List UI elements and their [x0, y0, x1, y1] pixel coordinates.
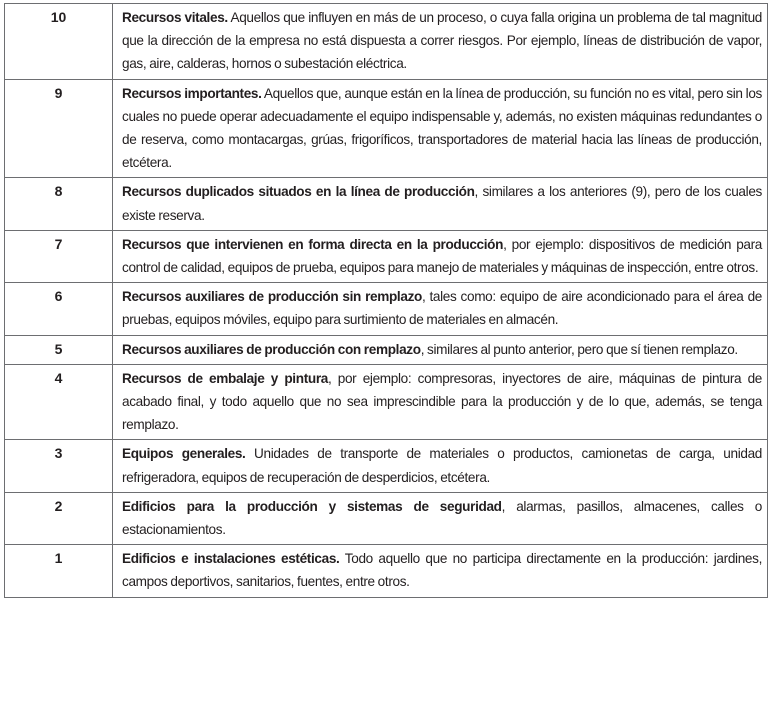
resource-text: Aquellos que, aunque están en la línea de producción, su función no es vital, pero sin los cuales no puede operar adecuadamente el equipo indispensable y, además, no existen máquinas redundantes o de reserva, como montacargas, grúas, frigoríficos, transportadores de material hacia las líneas de producción, etcétera.	[122, 85, 762, 171]
table-row	[5, 283, 768, 335]
resource-title: Recursos auxiliares de producción con remplazo	[122, 341, 421, 357]
resource-title: Equipos generales.	[122, 446, 246, 462]
resource-text: Aquellos que influyen en más de un proceso, o cuya falla origina un problema de tal magnitud que la dirección de la empresa no está dispuesta a correr riesgos. Por ejemplo, líneas de distribución de vapor, gas, aire, calderas, hornos o subestación eléctrica.	[122, 10, 762, 72]
priority-level: 3	[5, 440, 113, 492]
table-row	[5, 492, 768, 544]
priority-description	[113, 492, 768, 544]
resource-text: , similares a los anteriores (9), pero de los cuales existe reserva.	[122, 184, 762, 223]
priority-level: 9	[5, 79, 113, 178]
priority-description	[113, 230, 768, 282]
priority-description	[113, 545, 768, 597]
priority-description	[113, 79, 768, 178]
priority-level: 2	[5, 492, 113, 544]
priority-description	[113, 364, 768, 440]
table-row	[5, 440, 768, 492]
priority-description	[113, 178, 768, 230]
resource-title: Recursos vitales.	[122, 10, 228, 25]
resource-text: Unidades de transporte de materiales o productos, camionetas de carga, unidad refrigeradora, equipos de recuperación de desperdicios, etcétera.	[122, 446, 762, 485]
resource-title: Recursos duplicados situados en la línea de producción	[122, 184, 475, 200]
resource-text: , por ejemplo: dispositivos de medición para control de calidad, equipos de prueba, equipos para manejo de materiales y máquinas de inspección, entre otros.	[122, 236, 763, 276]
resource-title: Recursos auxiliares de producción sin remplazo	[122, 289, 422, 305]
priority-table-container	[4, 3, 768, 598]
resource-title: Recursos importantes.	[122, 85, 262, 101]
priority-description	[113, 440, 768, 492]
resource-title: Recursos de embalaje y pintura	[122, 370, 328, 386]
resource-text: , alarmas, pasillos, almacenes, calles o estacionamientos.	[122, 498, 762, 538]
table-row	[5, 545, 768, 597]
priority-description	[113, 335, 768, 364]
table-row	[5, 230, 768, 282]
priority-level: 1	[5, 545, 113, 597]
resource-text: , similares al punto anterior, pero que sí tienen remplazo.	[420, 341, 738, 357]
priority-level: 6	[5, 283, 113, 335]
priority-table	[4, 3, 768, 598]
priority-level: 8	[5, 178, 113, 230]
table-row	[5, 4, 768, 80]
resource-text: Todo aquello que no participa directamente en la producción: jardines, campos deportivos, sanitarios, fuentes, entre otros.	[122, 551, 762, 590]
resource-title: Edificios e instalaciones estéticas.	[122, 551, 340, 567]
resource-title: Edificios para la producción y sistemas de seguridad	[122, 498, 502, 514]
resource-text: , por ejemplo: compresoras, inyectores de aire, máquinas de pintura de acabado final, y todo aquello que no sea imprescindible para la producción y de lo que, además, se tenga remplazo.	[122, 370, 762, 433]
priority-description	[113, 283, 768, 335]
table-row	[5, 364, 768, 440]
priority-level: 4	[5, 364, 113, 440]
table-row	[5, 79, 768, 178]
priority-level: 10	[5, 4, 113, 80]
priority-level: 7	[5, 230, 113, 282]
priority-level: 5	[5, 335, 113, 364]
resource-text: , tales como: equipo de aire acondicionado para el área de pruebas, equipos móviles, equipo para surtimiento de materiales en almacén.	[122, 289, 762, 328]
table-row	[5, 335, 768, 364]
resource-title: Recursos que intervienen en forma directa en la producción	[122, 236, 504, 252]
table-row	[5, 178, 768, 230]
priority-description	[113, 4, 768, 80]
